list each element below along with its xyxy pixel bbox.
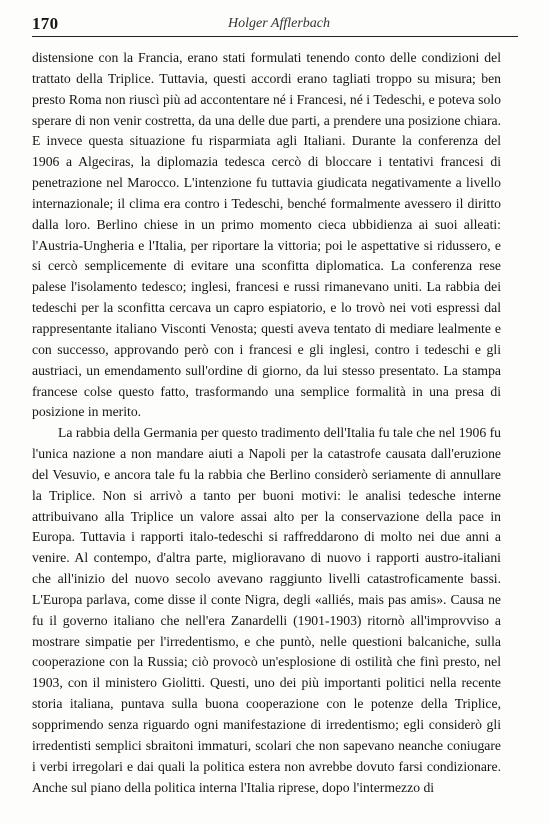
header-rule [32, 36, 518, 37]
paragraph-1: distensione con la Francia, erano stati formulati tenendo conto delle condizioni del trattato della Triplice. Tuttavia, questi accordi erano tagliati troppo su misura; ben presto Roma non riuscì più ad accontentare né i Francesi, né i Tedeschi, e poteva solo sperare di non venir costretta, da una delle due parti, a prendere una posizione chiara. E invece questa situazione fu risparmiata agli Italiani. Durante la conferenza del 1906 a Algeciras, la diplomazia tedesca cercò di bloccare i tentativi francesi di penetrazione nel Marocco. L'intenzione fu tuttavia giudicata negativamente a livello internazionale; il clima era contro i Tedeschi, benché formalmente avessero il diritto dalla loro. Berlino chiese in un primo momento cieca ubbidienza ai suoi alleati: l'Austria-Ungheria e l'Italia, per riportare la vittoria; poi le aspettative si ridussero, e si cercò semplicemente di evitare una sconfitta diplomatica. La conferenza rese palese l'isolamento tedesco; inglesi, francesi e russi rimanevano uniti. La rabbia dei tedeschi per la sconfitta cercava un capro espiatorio, e lo trovò nei voti espressi dal rappresentante italiano Visconti Venosta; questi aveva tentato di mediare lealmente e con successo, approvando però con i francesi e gli inglesi, contro i tedeschi e gli austriaci, un emendamento sull'ordine di giorno, da lui stesso presentato. La stampa francese colse questo fatto, trasformando una semplice formalità in una presa di posizione in merito. [32, 50, 501, 420]
page-header [32, 14, 518, 36]
paragraph-2: La rabbia della Germania per questo tradimento dell'Italia fu tale che nel 1906 fu l'unica nazione a non mandare aiuti a Napoli per la catastrofe causata dall'eruzione del Vesuvio, e ancora tale fu la rabbia che Berlino considerò seriamente di annullare la Triplice. Non si arrivò a tanto per buoni motivi: le analisi tedesche interne attribuivano alla Triplice un valore assai alto per la conservazione della pace in Europa. Tuttavia i rapporti italo-tedeschi si raffreddarono di molto nei due anni a venire. Al contempo, d'altra parte, miglioravano di nuovo i rapporti austro-italiani che all'inizio del nuovo secolo avevano raggiunto livelli catastroficamente bassi. L'Europa parlava, come disse il conte Nigra, degli «alliés, mais pas amis». Causa ne fu il governo italiano che nell'era Zanardelli (1901-1903) ritornò all'improvviso a mostrare simpatie per l'irredentismo, e che puntò, nelle questioni balcaniche, sulla cooperazione con la Russia; ciò provocò un'esplosione di ostilità che finì presto, nel 1903, con il ministero Giolitti. Questi, uno dei più importanti politici nella recente storia italiana, puntava sulla buona cooperazione con le potenze della Triplice, sopprimendo senza riguardo ogni manifestazione di irredentismo; egli considerò gli irredentisti semplici sbraitoni immaturi, scolari che non sapevano neanche coniugare i verbi irregolari e dai quali la politica estera non avrebbe dovuto farsi condizionare. Anche sul piano della politica interna l'Italia riprese, dopo l'intermezzo di [32, 425, 501, 795]
page-number: 170 [32, 14, 59, 33]
running-head: Holger Afflerbach [228, 16, 331, 31]
body-text [32, 48, 501, 798]
